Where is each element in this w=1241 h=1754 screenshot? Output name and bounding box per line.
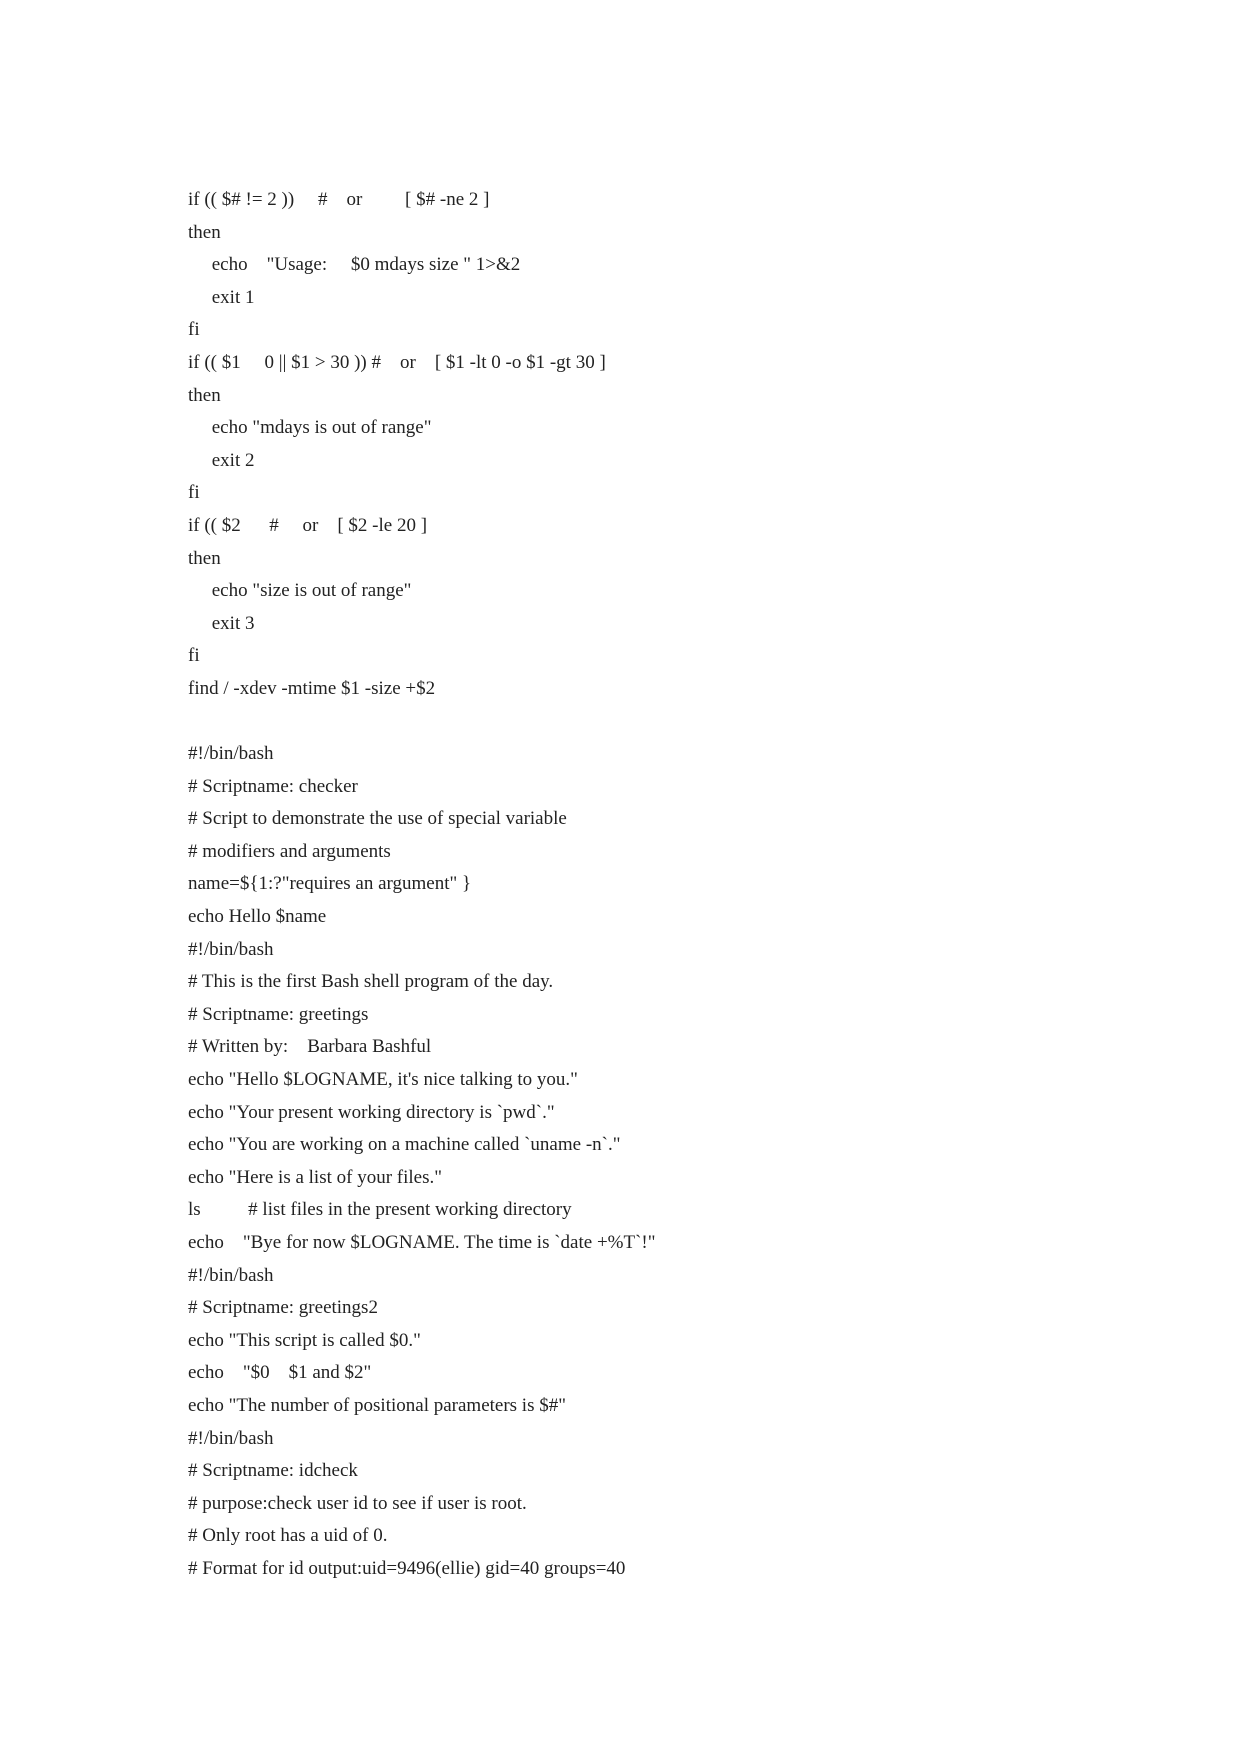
code-line: # Scriptname: greetings2	[188, 1297, 378, 1319]
code-line: then	[188, 547, 221, 569]
blank-line	[188, 706, 1188, 739]
code-line: # Written by: Barbara Bashful	[188, 1036, 432, 1058]
code-line: #!/bin/bash	[188, 938, 274, 960]
code-line: then	[188, 221, 221, 243]
code-line: find / -xdev -mtime $1 -size +$2	[188, 677, 436, 699]
code-line: echo "mdays is out of range"	[188, 417, 432, 439]
code-line: # Scriptname: greetings	[188, 1003, 369, 1025]
code-line: if (( $# != 2 )) # or [ $# -ne 2 ]	[188, 189, 490, 210]
code-line: exit 2	[188, 449, 255, 471]
code-line: echo "Hello $LOGNAME, it's nice talking to you."	[188, 1069, 578, 1091]
code-line: ls # list files in the present working directory	[188, 1199, 572, 1221]
code-line: echo Hello $name	[188, 906, 327, 928]
code-line: echo "This script is called $0."	[188, 1329, 421, 1351]
code-line: echo "Your present working directory is `pwd`."	[188, 1101, 555, 1123]
code-line: fi	[188, 482, 200, 504]
code-line: if (( $2 # or [ $2 -le 20 ]	[188, 514, 428, 536]
code-line: #!/bin/bash	[188, 1427, 274, 1449]
code-line: exit 1	[188, 286, 255, 308]
code-line: echo "size is out of range"	[188, 580, 412, 602]
code-line: exit 3	[188, 612, 255, 634]
code-line: # Scriptname: idcheck	[188, 1460, 358, 1482]
code-line: echo "You are working on a machine called `uname -n`."	[188, 1134, 621, 1156]
code-line: #!/bin/bash	[188, 1264, 274, 1286]
code-line: echo "The number of positional parameters is $#"	[188, 1394, 566, 1416]
code-line: if (( $1 0 || $1 > 30 )) # or [ $1 -lt 0 -o $1 -gt 30 ]	[188, 351, 606, 373]
code-line: echo "$0 $1 and $2"	[188, 1362, 372, 1384]
code-line: echo "Bye for now $LOGNAME. The time is `date +%T`!"	[188, 1232, 656, 1253]
code-line: # Format for id output:uid=9496(ellie) gid=40 groups=40	[188, 1557, 626, 1579]
code-listing	[188, 184, 1188, 1586]
code-line: echo "Here is a list of your files."	[188, 1166, 442, 1188]
code-line: echo "Usage: $0 mdays size " 1>&2	[188, 254, 521, 276]
code-line: # purpose:check user id to see if user is root.	[188, 1492, 527, 1514]
code-line: fi	[188, 319, 200, 341]
code-line: # modifiers and arguments	[188, 840, 391, 862]
code-line: # Script to demonstrate the use of special variable	[188, 808, 567, 830]
code-line: name=${1:?"requires an argument" }	[188, 873, 472, 895]
code-line: # This is the first Bash shell program of the day.	[188, 971, 554, 993]
code-line: # Only root has a uid of 0.	[188, 1525, 388, 1547]
code-line: fi	[188, 645, 200, 667]
code-line: then	[188, 384, 221, 406]
code-line: #!/bin/bash	[188, 743, 274, 765]
code-line: # Scriptname: checker	[188, 775, 358, 797]
